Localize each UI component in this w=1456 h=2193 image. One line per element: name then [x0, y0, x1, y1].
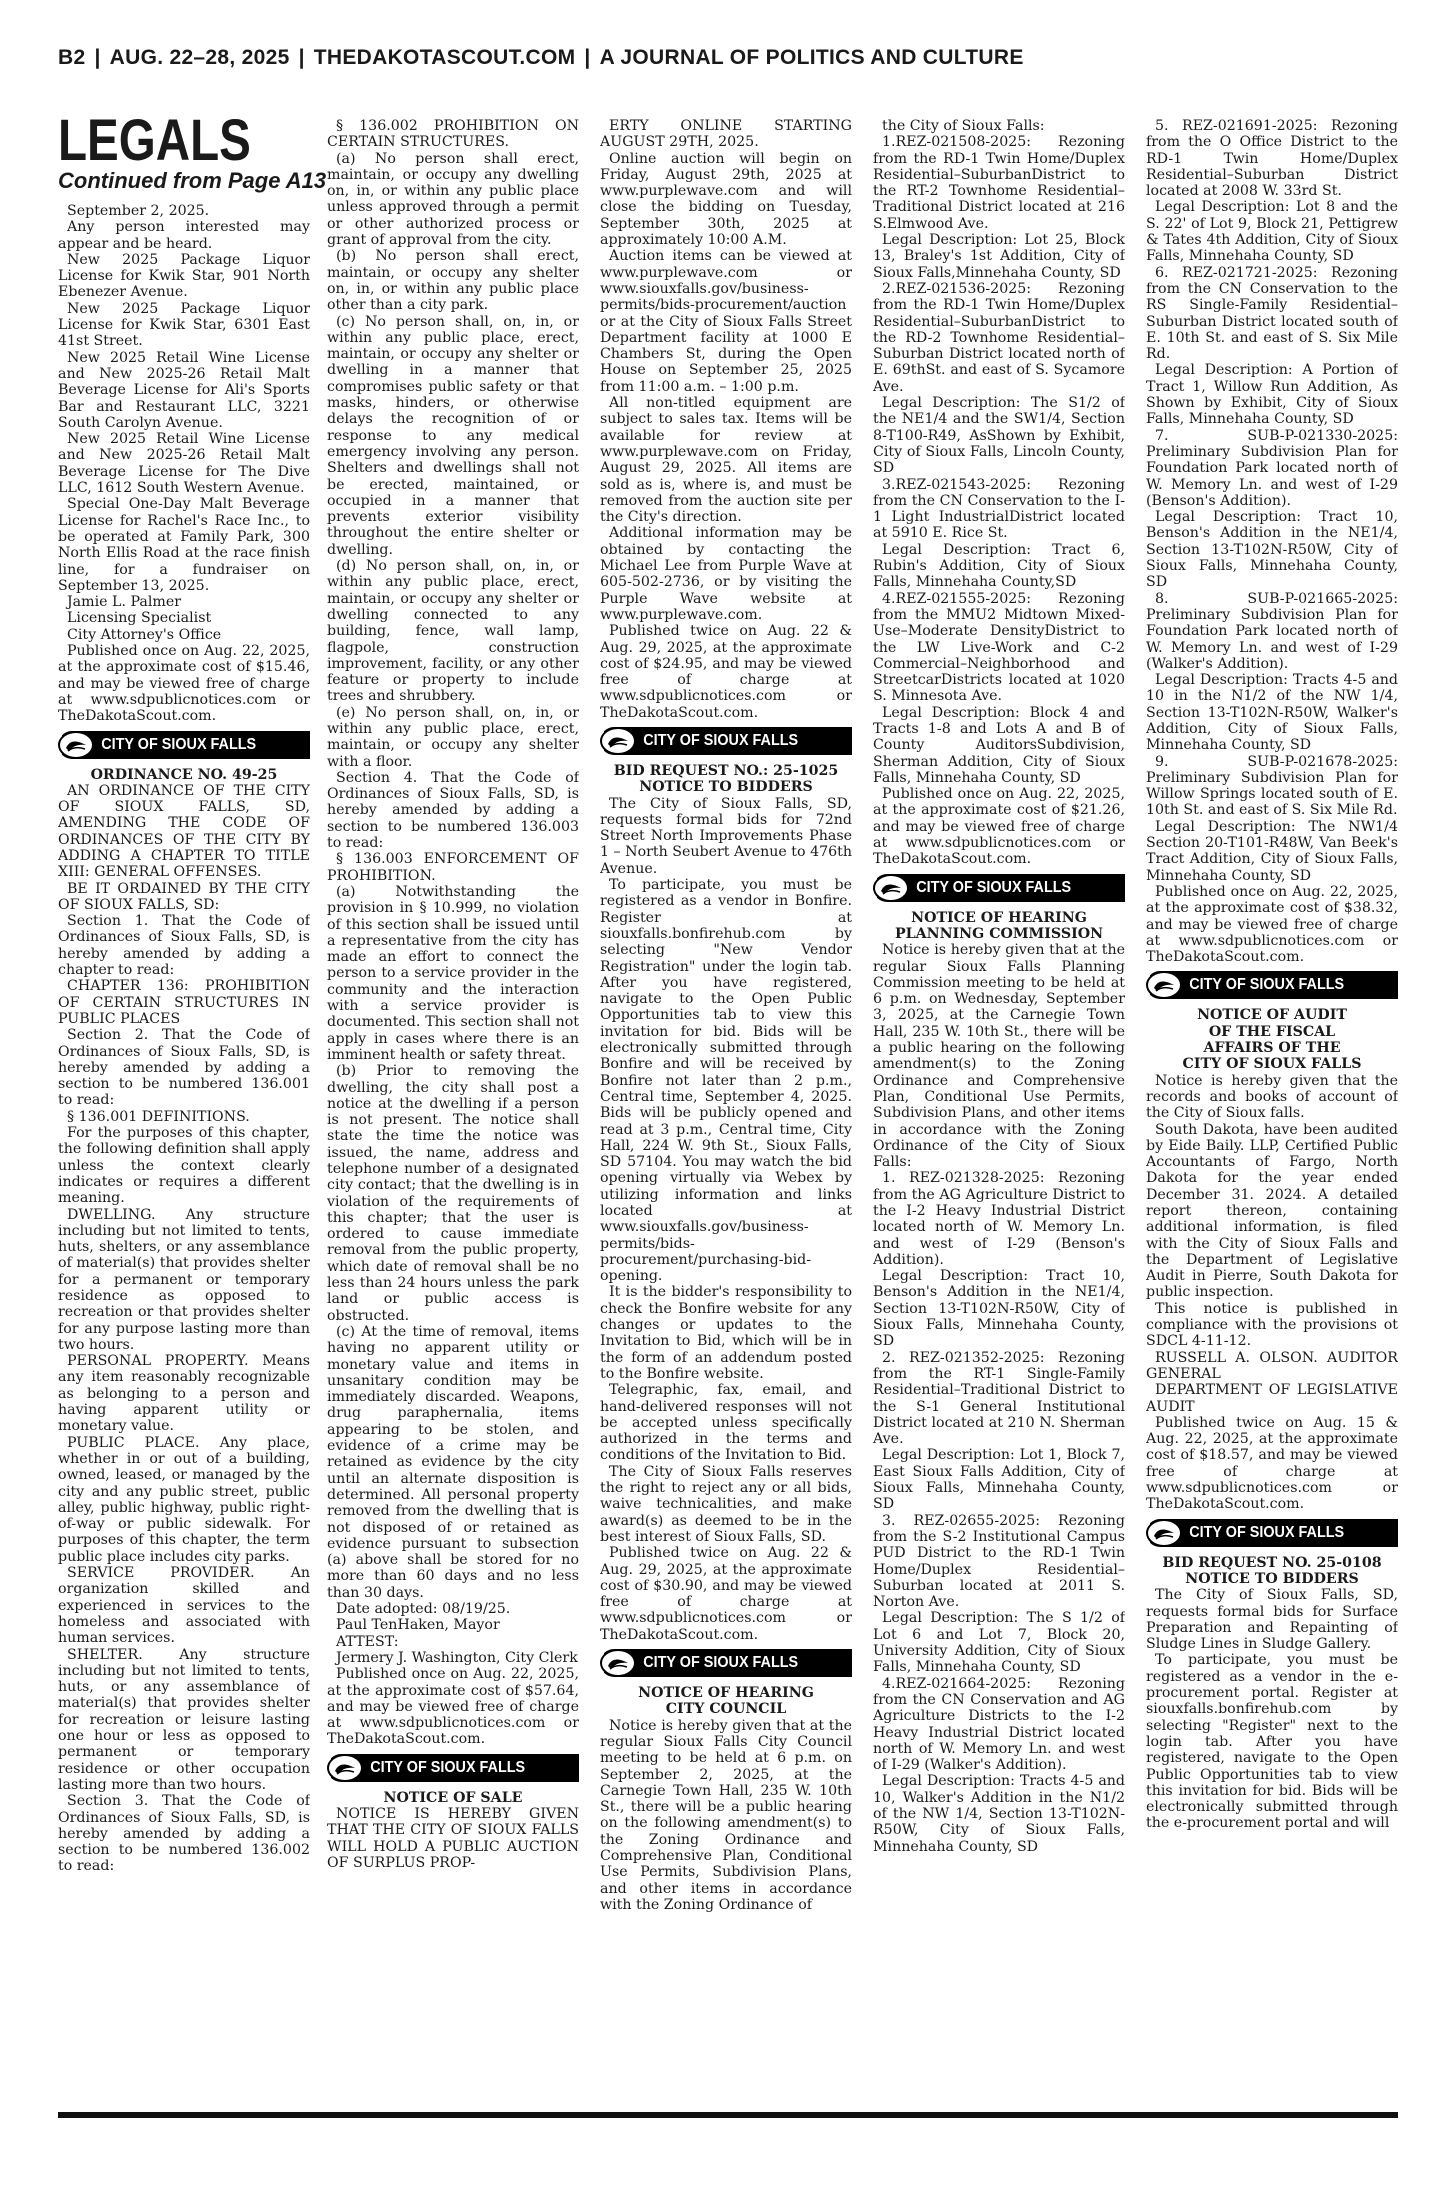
notice-heading: OF THE FISCAL: [1208, 1023, 1336, 1040]
notice-paragraph: Section 4. That the Code of Ordinances of Sioux Falls, SD, is hereby amended by adding a section to be numbered 136.003 to read:: [327, 769, 579, 852]
notice-paragraph: The City of Sioux Falls reserves the right to reject any or all bids, waive technicalities, and make award(s) as deemed to be in the best interest of Sioux Falls, SD.: [600, 1463, 852, 1545]
notice-paragraph: RUSSELL A. OLSON. AUDITOR GENERAL: [1146, 1349, 1398, 1382]
notice-paragraph: September 2, 2025.: [67, 203, 210, 219]
notice-paragraph: 1. REZ-021328-2025: Rezoning from the AG Agriculture District to the I-2 Heavy Industrial District located north of W. Memory Ln. and west of I-29 (Benson's Addition).: [873, 1170, 1125, 1268]
notice-paragraph: Legal Description: Lot 25, Block 13, Braley's 1st Addition, City of Sioux Falls,Minnehaha County, SD: [873, 232, 1125, 281]
notice-heading: CITY COUNCIL: [665, 1701, 787, 1718]
notice-paragraph: Legal Description: Lot 8 and the S. 22' of Lot 9, Block 21, Pettigrew & Tates 4th Addition, City of Sioux Falls, Minnehaha County, SD: [1146, 199, 1398, 265]
notice-paragraph: Date adopted: 08/19/25.: [336, 1601, 511, 1618]
notice-paragraph: Legal Description: Block 4 and Tracts 1-8 and Lots A and B of County AuditorsSubdivision, Sherman Addition, City of Sioux Falls, Minnehaha County, SD: [873, 704, 1125, 786]
banner-label: CITY OF SIOUX FALLS: [643, 731, 799, 749]
notice-paragraph: (b) Prior to removing the dwelling, the city shall post a notice at the dwelling if a person is not present. The notice shall state the time the notice was issued, the name, address and telephone number of a designated city contact; that the dwelling is in violation of the requirements of this chapter; that the user is ordered to cause immediate removal from the public property, which date of removal shall be no less than 24 hours unless the park land or public access is obstructed.: [327, 1063, 579, 1324]
column-2: [327, 118, 579, 2108]
notice-paragraph: Legal Description: The NW1/4 Section 20-T101-R48W, Van Beek's Tract Addition, City of Sioux Falls, Minnehaha County, SD: [1146, 818, 1398, 884]
notice-paragraph: Published once on Aug. 22, 2025, at the approximate cost of $21.26, and may be viewed free of charge at www.sdpublicnotices.com or TheDakotaScout.com.: [873, 786, 1125, 868]
notice-paragraph: Published once on Aug. 22, 2025, at the approximate cost of $57.64, and may be viewed free of charge at www.sdpublicnotices.com or TheDakotaScout.com.: [327, 1666, 579, 1748]
notice-paragraph: New 2025 Retail Wine License and New 2025-26 Retail Malt Beverage License for The Dive LLC, 1612 South Western Avenue.: [58, 431, 310, 497]
column-4: [873, 118, 1125, 2108]
banner-label: CITY OF SIOUX FALLS: [370, 1758, 526, 1776]
notice-heading: CITY OF SIOUX FALLS: [1182, 1056, 1362, 1073]
notice-paragraph: § 136.001 DEFINITIONS.: [67, 1108, 250, 1125]
notice-paragraph: 9. SUB-P-021678-2025: Preliminary Subdivision Plan for Willow Springs located south of E. 10th St. and east of S. Six Mile Rd.: [1146, 753, 1398, 819]
notice-paragraph: BE IT ORDAINED BY THE CITY OF SIOUX FALLS, SD:: [58, 880, 310, 913]
column-3: [600, 118, 852, 2108]
notice-paragraph: South Dakota, have been audited by Eide Baily. LLP, Certified Public Accountants of Fargo, North Dakota for the year ended December 31. 2024. A detailed report thereon, containing additional information, is filed with the City of Sioux Falls and the Department of Legislative Audit in Pierre, South Dakota for public inspection.: [1146, 1121, 1398, 1301]
bottom-rule: [58, 2112, 1398, 2118]
notice-paragraph: PUBLIC PLACE. Any place, whether in or out of a building, owned, leased, or managed by the city and any public street, public alley, public highway, public right-of-way or public sidewalk. For purposes of this chapter, the term public place includes city parks.: [58, 1434, 310, 1565]
notice-paragraph: (e) No person shall, on, in, or within any public place, erect, maintain, or occupy any shelter with a floor.: [327, 704, 579, 770]
folio-dates: AUG. 22–28, 2025: [109, 46, 290, 69]
notice-paragraph: Telegraphic, fax, email, and hand-delivered responses will not be accepted unless specifically authorized in the terms and conditions of the Invitation to Bid.: [600, 1382, 852, 1464]
city-seal-icon: [600, 1649, 636, 1677]
notice-paragraph: DWELLING. Any structure including but not limited to tents, huts, shelters, or any assemblance of material(s) that provides shelter for a permanent or temporary residence as opposed to recreation or that provides shelter for any purpose lasting more than two hours.: [58, 1206, 310, 1353]
notice-heading: ORDINANCE NO. 49-25: [90, 766, 278, 783]
notice-paragraph: To participate, you must be registered as a vendor in the e-procurement portal. Register at siouxfalls.bonfirehub.com by selecting "Register" next to the login tab. After you have registered, navigate to the Open Public Opportunities tab to view this invitation for bid. Bids will be electronically submitted through the e-procurement portal and will: [1146, 1652, 1398, 1832]
notice-paragraph: Published twice on Aug. 22 & Aug. 29, 2025, at the approximate cost of $30.90, and may be viewed free of charge at www.sdpublicnotices.com or TheDakotaScout.com.: [600, 1545, 852, 1643]
notice-paragraph: Legal Description: Tracts 4-5 and 10, Walker's Addition in the N1/2 of the NW 1/4, Section 13-T102N-R50W, City of Sioux Falls, Minnehaha County, SD: [873, 1773, 1125, 1855]
notice-paragraph: 5. REZ-021691-2025: Rezoning from the O Office District to the RD-1 Twin Home/Duplex Residential–Suburban District located at 2008 W. 33rd St.: [1146, 118, 1398, 200]
notice-paragraph: (d) No person shall, on, in, or within any public place, erect, maintain, or occupy any shelter or dwelling connected to any building, fence, wall lamp, flagpole, construction improvement, facility, or any other feature or property to include trees and shrubbery.: [327, 558, 579, 705]
notice-paragraph: Published once on Aug. 22, 2025, at the approximate cost of $38.32, and may be viewed free of charge at www.sdpublicnotices.com or TheDakotaScout.com.: [1146, 883, 1398, 966]
banner-label: CITY OF SIOUX FALLS: [1189, 976, 1345, 994]
notice-paragraph: Published once on Aug. 22, 2025, at the approximate cost of $15.46, and may be viewed free of charge at www.sdpublicnotices.com or TheDakotaScout.com.: [58, 643, 310, 725]
notice-paragraph: 1.REZ-021508-2025: Rezoning from the RD-1 Twin Home/Duplex Residential–SuburbanDistrict to the RT-2 Townhome Residential–Traditional District located at 216 S.Elmwood Ave.: [873, 134, 1125, 232]
notice-paragraph: 8. SUB-P-021665-2025: Preliminary Subdivision Plan for Foundation Park located north of W. Memory Ln. and west of I-29 (Walker's Addition).: [1146, 590, 1398, 672]
notice-paragraph: SERVICE PROVIDER. An organization skilled and experienced in services to the homeless and associated with human services.: [58, 1565, 310, 1647]
notice-heading: PLANNING COMMISSION: [894, 925, 1104, 942]
notice-paragraph: DEPARTMENT OF LEGISLATIVE AUDIT: [1146, 1382, 1398, 1415]
notice-paragraph: 6. REZ-021721-2025: Rezoning from the CN Conservation to the RS Single-Family Residential–Suburban District located south of E. 10th St. and east of S. Six Mile Rd.: [1146, 264, 1398, 363]
notice-heading: NOTICE TO BIDDERS: [1185, 1570, 1359, 1587]
notice-paragraph: (b) No person shall erect, maintain, or occupy any shelter on, in, or within any public place other than a city park.: [327, 248, 579, 314]
notice-paragraph: The City of Sioux Falls, SD, requests formal bids for Surface Preparation and Repainting of Sludge Lines in Sludge Gallery.: [1146, 1587, 1398, 1653]
notice-paragraph: § 136.002 PROHIBITION ON CERTAIN STRUCTURES.: [327, 118, 579, 151]
notice-heading: BID REQUEST NO. 25-0108: [1162, 1554, 1382, 1571]
section-title: LEGALS: [58, 108, 251, 173]
section-banner: [873, 874, 1125, 902]
notice-paragraph: Notice is hereby given that at the regular Sioux Falls Planning Commission meeting to be held at 6 p.m. on Wednesday, September 3, 2025, at the Carnegie Town Hall, 235 W. 10th St., there will be a public hearing on the following amendment(s) to the Zoning Ordinance and Comprehensive Plan, Conditional Use Permits, Subdivision Plans, and other items in accordance with the Zoning Ordinance of the City of Sioux Falls:: [873, 942, 1125, 1171]
notice-heading: NOTICE OF HEARING: [638, 1685, 814, 1702]
section-subtitle: Continued from Page A13: [58, 168, 327, 193]
notice-paragraph: Published twice on Aug. 22 & Aug. 29, 2025, at the approximate cost of $24.95, and may be viewed free of charge at www.sdpublicnotices.com or TheDakotaScout.com.: [600, 623, 852, 721]
notice-paragraph: CHAPTER 136: PROHIBITION OF CERTAIN STRUCTURES IN PUBLIC PLACES: [58, 978, 310, 1027]
city-seal-icon: [873, 874, 909, 902]
section-banner: [1146, 971, 1398, 999]
notice-heading: NOTICE OF AUDIT: [1197, 1007, 1347, 1024]
notice-paragraph: Notice is hereby given that the records and books of account of the City of Sioux falls.: [1146, 1072, 1398, 1122]
page-folio: B2 | AUG. 22–28, 2025 | THEDAKOTASCOUT.COM | A JOURNAL OF POLITICS AND CULTURE: [58, 46, 1024, 69]
notice-heading: AFFAIRS OF THE: [1203, 1040, 1341, 1057]
city-seal-icon: [1146, 1519, 1182, 1547]
notice-paragraph: New 2025 Package Liquor License for Kwik Star, 6301 East 41st Street.: [58, 300, 310, 350]
notice-paragraph: § 136.003 ENFORCEMENT OF PROHIBITION.: [327, 851, 579, 884]
folio-page-number: B2: [58, 46, 86, 69]
notice-heading: BID REQUEST NO.: 25-1025: [613, 762, 839, 779]
notice-paragraph: Section 2. That the Code of Ordinances of Sioux Falls, SD, is hereby amended by adding a section to be numbered 136.001 to read:: [58, 1027, 310, 1109]
folio-tagline: A JOURNAL OF POLITICS AND CULTURE: [599, 46, 1024, 69]
notice-paragraph: Special One-Day Malt Beverage License for Rachel's Race Inc., to be operated at Family Park, 300 North Ellis Road at the race finish line, for a fundraiser on September 13, 2025.: [58, 496, 310, 594]
notice-paragraph: New 2025 Retail Wine License and New 2025-26 Retail Malt Beverage License for Ali's Sports Bar and Restaurant LLC, 3221 South Carolyn Avenue.: [58, 349, 310, 431]
notice-paragraph: Jamie L. Palmer: [67, 594, 182, 611]
section-banner: [600, 1649, 852, 1677]
city-seal-icon: [58, 731, 94, 759]
notice-paragraph: AN ORDINANCE OF THE CITY OF SIOUX FALLS, SD, AMENDING THE CODE OF ORDINANCES OF THE CITY BY ADDING A CHAPTER TO TITLE XIII: GENERAL OFFENSES.: [58, 782, 310, 881]
city-seal-icon: [600, 727, 636, 755]
notice-paragraph: Legal Description: Lot 1, Block 7, East Sioux Falls Addition, City of Sioux Falls, Minnehaha County, SD: [873, 1447, 1125, 1513]
notice-paragraph: New 2025 Package Liquor License for Kwik Star, 901 North Ebenezer Avenue.: [58, 251, 310, 301]
notice-paragraph: 3.REZ-021543-2025: Rezoning from the CN Conservation to the I-1 Light IndustrialDistrict located at 5910 E. Rice St.: [873, 476, 1125, 542]
notice-paragraph: Notice is hereby given that at the regular Sioux Falls City Council meeting to be held at 6 p.m. on September 2, 2025, at the Carnegie Town Hall, 235 W. 10th St., there will be a public hearing on the following amendment(s) to the Zoning Ordinance and Comprehensive Plan, Conditional Use Permits, Subdivision Plans, and other items in accordance with the Zoning Ordinance of: [600, 1717, 852, 1913]
notice-paragraph: Legal Description: Tract 6, Rubin's Addition, City of Sioux Falls, Minnehaha County,SD: [873, 541, 1125, 591]
notice-paragraph: (a) No person shall erect, maintain, or occupy any dwelling on, in, or within any public place unless approved through a permit or other authorized process or grant of approval from the city.: [327, 150, 579, 249]
banner-label: CITY OF SIOUX FALLS: [643, 1654, 799, 1672]
section-banner: [327, 1754, 579, 1782]
notice-heading: NOTICE OF HEARING: [911, 909, 1087, 926]
notice-paragraph: Legal Description: Tract 10, Benson's Addition in the NE1/4, Section 13-T102N-R50W, City of Sioux Falls, Minnehaha County, SD: [1146, 509, 1398, 591]
section-banner: [1146, 1519, 1398, 1547]
notice-paragraph: ERTY ONLINE STARTING AUGUST 29TH, 2025.: [600, 118, 852, 151]
notice-paragraph: Legal Description: Tract 10, Benson's Addition in the NE1/4, Section 13-T102N-R50W, City of Sioux Falls, Minnehaha County, SD: [873, 1268, 1125, 1350]
notice-paragraph: Paul TenHaken, Mayor: [336, 1617, 500, 1634]
notice-paragraph: (c) At the time of removal, items having no apparent utility or monetary value and items in unsanitary condition may be immediately discarded. Weapons, drug paraphernalia, items appearing to be stolen, and evidence of a crime may be retained as evidence by the city until an alternate disposition is determined. All personal property removed from the dwelling that is not disposed of or retained as evidence pursuant to subsection (a) above shall be stored for no more than 60 days and no less than 30 days.: [327, 1323, 579, 1601]
banner-label: CITY OF SIOUX FALLS: [916, 878, 1072, 896]
notice-paragraph: Legal Description: The S1/2 of the NE1/4 and the SW1/4, Section 8-T100-R49, AsShown by Exhibit, City of Sioux Falls, Lincoln County, SD: [873, 395, 1125, 477]
notice-paragraph: the City of Sioux Falls:: [882, 118, 1045, 134]
notice-paragraph: SHELTER. Any structure including but not limited to tents, huts, or any assemblance of material(s) that provides shelter for recreation or leisure lasting one hour or less as opposed to permanent or temporary residence or other occupation lasting more than two hours.: [58, 1646, 310, 1793]
notice-paragraph: Legal Description: A Portion of Tract 1, Willow Run Addition, As Shown by Exhibit, City of Sioux Falls, Minnehaha County, SD: [1146, 362, 1398, 428]
notice-paragraph: Section 1. That the Code of Ordinances of Sioux Falls, SD, is hereby amended by adding a chapter to read:: [58, 913, 310, 979]
notice-paragraph: City Attorney's Office: [67, 626, 222, 643]
folio-site: THEDAKOTASCOUT.COM: [313, 46, 576, 69]
notice-paragraph: Section 3. That the Code of Ordinances of Sioux Falls, SD, is hereby amended by adding a section to be numbered 136.002 to read:: [58, 1793, 310, 1875]
notice-paragraph: This notice is published in compliance with the provisions ot SDCL 4-11-12.: [1146, 1300, 1398, 1350]
notice-paragraph: Additional information may be obtained by contacting the Michael Lee from Purple Wave at 605-502-2736, or by visiting the Purple Wave website at www.purplewave.com.: [600, 525, 852, 623]
banner-label: CITY OF SIOUX FALLS: [1189, 1523, 1345, 1541]
city-seal-icon: [1146, 971, 1182, 999]
notice-paragraph: Online auction will begin on Friday, August 29th, 2025 at www.purplewave.com and will close the bidding on Tuesday, September 30th, 2025 at approximately 10:00 A.M.: [600, 150, 852, 249]
notice-paragraph: NOTICE IS HEREBY GIVEN THAT THE CITY OF SIOUX FALLS WILL HOLD A PUBLIC AUCTION OF SURPLUS PROP-: [327, 1805, 579, 1871]
notice-paragraph: 4.REZ-021664-2025: Rezoning from the CN Conservation and AG Agriculture Districts to the I-2 Heavy Industrial District located north of W. Memory Ln. and west of I-29 (Walker's Addition).: [873, 1675, 1125, 1774]
notice-paragraph: ATTEST:: [336, 1633, 399, 1650]
notice-paragraph: Legal Description: Tracts 4-5 and 10 in the N1/2 of the NW 1/4, Section 13-T102N-R50W, Walker's Addition, City of Sioux Falls, Minnehaha County, SD: [1146, 672, 1398, 754]
notice-paragraph: For the purposes of this chapter, the following definition shall apply unless the context clearly indicates or requires a different meaning.: [58, 1125, 310, 1207]
notice-paragraph: 4.REZ-021555-2025: Rezoning from the MMU2 Midtown Mixed-Use–Moderate DensityDistrict to the LW Live-Work and C-2 Commercial–Neighborhood and StreetcarDistricts located at 1020 S. Minnesota Ave.: [873, 590, 1125, 705]
notice-paragraph: Legal Description: The S 1/2 of Lot 6 and Lot 7, Block 20, University Addition, City of Sioux Falls, Minnehaha County, SD: [873, 1610, 1125, 1676]
notice-paragraph: 2. REZ-021352-2025: Rezoning from the RT-1 Single-Family Residential–Traditional District to the S-1 General Institutional District located at 210 N. Sherman Ave.: [873, 1349, 1125, 1448]
notice-paragraph: All non-titled equipment are subject to sales tax. Items will be available for review at www.purplewave.com on Friday, August 29, 2025. All items are sold as is, where is, and must be removed from the auction site per the City's direction.: [600, 395, 852, 526]
section-banner: [58, 731, 310, 759]
section-banner: [600, 727, 852, 755]
notice-paragraph: The City of Sioux Falls, SD, requests formal bids for 72nd Street North Improvements Phase 1 – North Seubert Avenue to 476th Avenue.: [600, 795, 852, 877]
column-5: [1146, 118, 1398, 2108]
column-1: [58, 203, 310, 2193]
notice-paragraph: Any person interested may appear and be heard.: [58, 219, 310, 252]
notice-paragraph: Licensing Specialist: [67, 610, 212, 627]
notice-paragraph: To participate, you must be registered as a vendor in Bonfire. Register at siouxfalls.bonfirehub.com by selecting "New Vendor Registration" under the login tab. After you have registered, navigate to the Open Public Opportunities tab to view this invitation for bid. Bids will be electronically submitted through Bonfire and will be received by Bonfire not later than 2 p.m., Central time, September 4, 2025. Bids will be publicly opened and read at 3 p.m., Central time, City Hall, 224 W. 9th St., Sioux Falls, SD 57104. You may watch the bid opening virtually via Webex by utilizing information and links located at www.siouxfalls.gov/business-permits/bids-procurement/purchasing-bid-opening.: [600, 877, 852, 1285]
notice-paragraph: (c) No person shall, on, in, or within any public place, erect, maintain, or occupy any shelter or dwelling in a manner that compromises public safety or that masks, hinders, or otherwise delays the recognition of or response to any medical emergency involving any person. Shelters and dwellings shall not be erected, maintained, or occupied in a manner that prevents exterior visibility throughout the entire shelter or dwelling.: [327, 313, 579, 558]
notice-paragraph: PERSONAL PROPERTY. Means any item reasonably recognizable as belonging to a person and having apparent utility or monetary value.: [58, 1353, 310, 1435]
notice-paragraph: 7. SUB-P-021330-2025: Preliminary Subdivision Plan for Foundation Park located north of W. Memory Ln. and west of I-29 (Benson's Addition).: [1146, 427, 1398, 509]
notice-heading: NOTICE TO BIDDERS: [639, 779, 813, 796]
notice-paragraph: 3. REZ-02655-2025: Rezoning from the S-2 Institutional Campus PUD District to the RD-1 Twin Home/Duplex Residential–Suburban located at 2011 S. Norton Ave.: [873, 1512, 1125, 1611]
notice-paragraph: Jermery J. Washington, City Clerk: [336, 1649, 578, 1666]
notice-paragraph: (a) Notwithstanding the provision in § 10.999, no violation of this section shall be issued until a representative from the city has made an effort to connect the person to a service provider in the community and the interaction with a service provider is documented. This section shall not apply in cases where there is an imminent health or safety threat.: [327, 883, 579, 1063]
notice-paragraph: 2.REZ-021536-2025: Rezoning from the RD-1 Twin Home/Duplex Residential–SuburbanDistrict to the RD-2 Townhome Residential–Suburban District located north of E. 69thSt. and east of S. Sycamore Ave.: [873, 280, 1125, 395]
notice-paragraph: Auction items can be viewed at www.purplewave.com or www.siouxfalls.gov/business-permits/bids-procurement/auction or at the City of Sioux Falls Street Department facility at 1000 E Chambers St, during the Open House on September 25, 2025 from 11:00 a.m. – 1:00 p.m.: [600, 248, 852, 395]
banner-label: CITY OF SIOUX FALLS: [101, 735, 257, 753]
notice-paragraph: Published twice on Aug. 15 & Aug. 22, 2025, at the approximate cost of $18.57, and may be viewed free of charge at www.sdpublicnotices.com or TheDakotaScout.com.: [1146, 1414, 1398, 1513]
notice-heading: NOTICE OF SALE: [383, 1789, 523, 1806]
city-seal-icon: [327, 1754, 363, 1782]
notice-paragraph: It is the bidder's responsibility to check the Bonfire website for any changes or updates to the Invitation to Bid, which will be in the form of an addendum posted to the Bonfire website.: [600, 1284, 852, 1382]
